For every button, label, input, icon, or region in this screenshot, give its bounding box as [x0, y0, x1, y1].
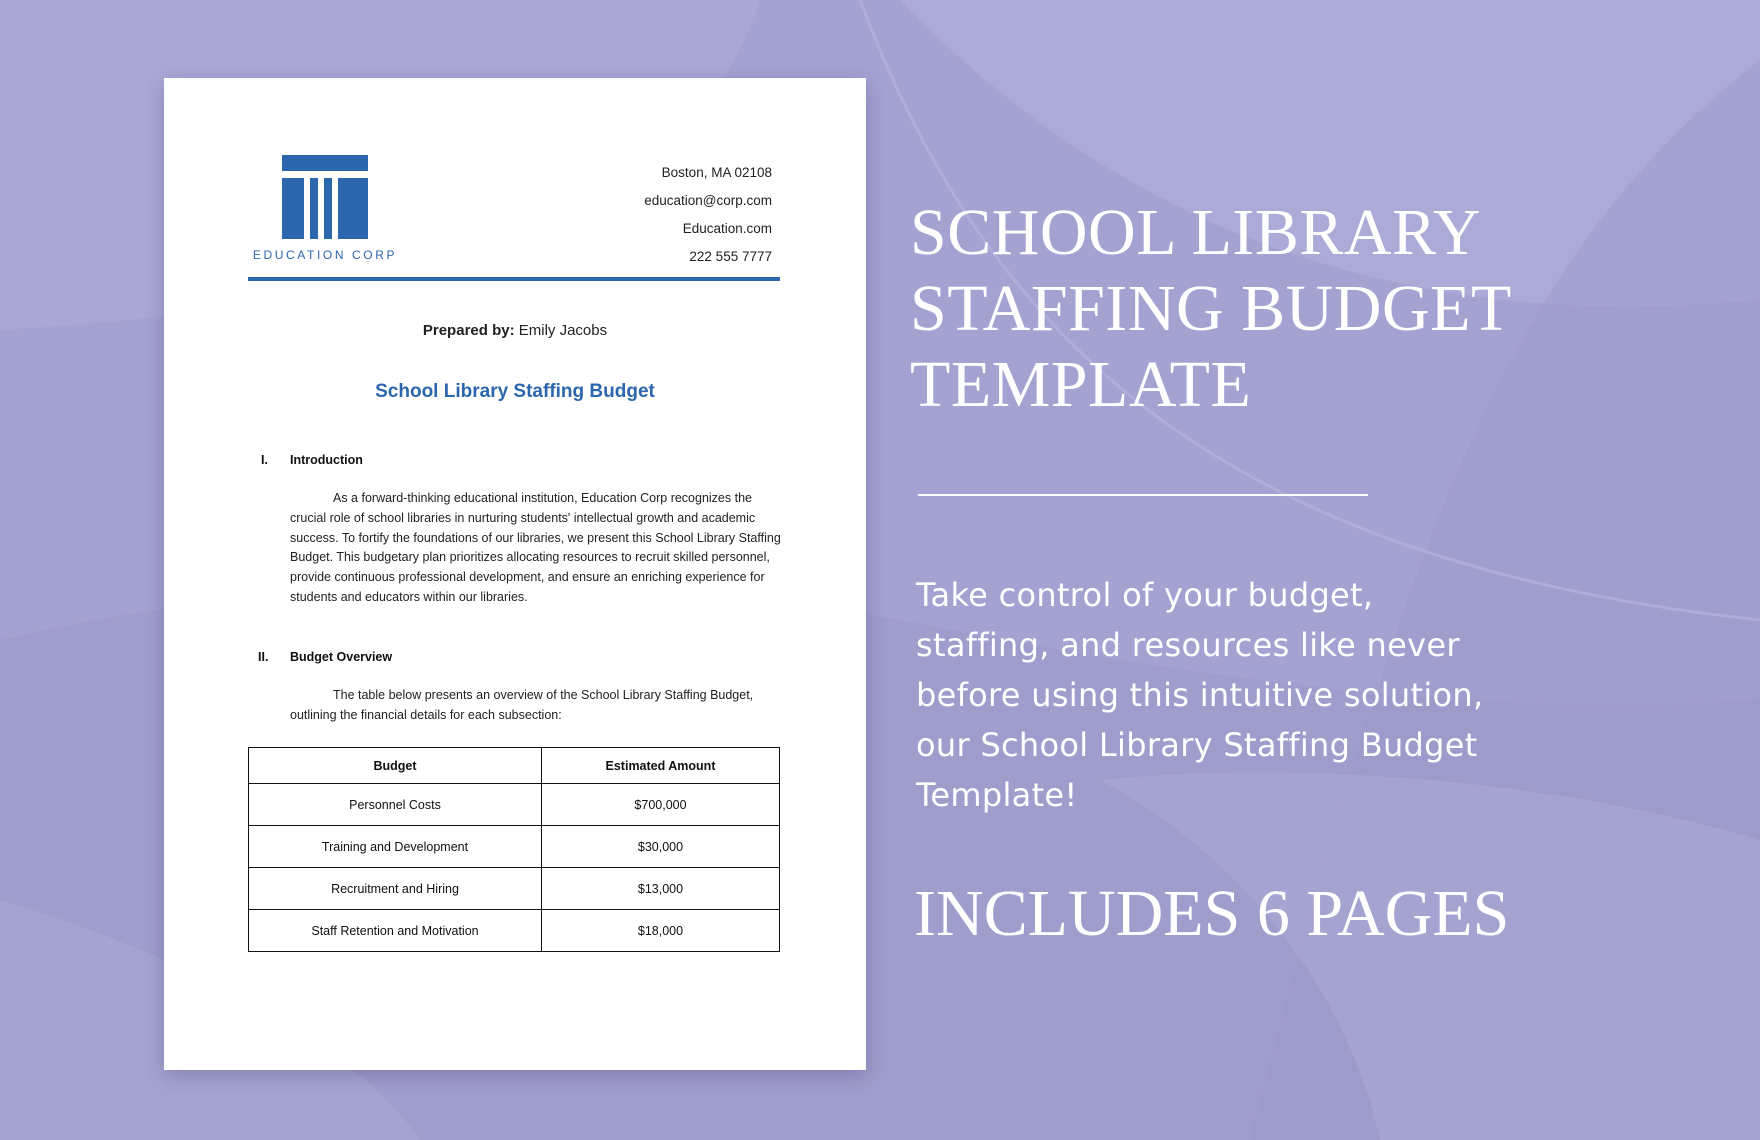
promo-pages-label: INCLUDES 6 PAGES: [914, 877, 1510, 950]
section-number: I.: [261, 453, 268, 467]
section-heading-budget-overview: Budget Overview: [290, 650, 393, 664]
contact-website: Education.com: [682, 221, 772, 236]
document-title: School Library Staffing Budget: [375, 381, 655, 402]
promo-divider: [918, 494, 1368, 496]
section-heading-introduction: Introduction: [290, 453, 363, 467]
budget-table: [248, 747, 780, 952]
table-header-row: [249, 748, 780, 784]
budget-overview-paragraph: The table below presents an overview of the School Library Staffing Budget, outlining the financial details for each subsection:: [290, 688, 754, 722]
prepared-by-label: Prepared by:: [422, 322, 515, 339]
table-header-budget: Budget: [249, 748, 542, 784]
education-corp-logo-icon: [282, 155, 368, 239]
contact-email: education@corp.com: [644, 193, 772, 208]
prepared-by-name: Emily Jacobs: [518, 322, 608, 339]
promo-title: [910, 195, 1730, 423]
table-cell-budget: Training and Development: [249, 826, 542, 868]
table-cell-budget: Staff Retention and Motivation: [249, 910, 542, 952]
promo-description: Take control of your budget, staffing, and resources like never before using this intuitive solution, our School Library Staffing Budget Template!: [916, 576, 1484, 814]
table-cell-budget: Recruitment and Hiring: [249, 868, 542, 910]
section-number: II.: [258, 650, 269, 664]
logo-text: EDUCATION CORP: [252, 248, 398, 262]
contact-block: [644, 159, 772, 271]
table-row: [249, 826, 780, 868]
introduction-paragraph: As a forward-thinking educational institution, Education Corp recognizes the crucial role of school libraries in nurturing students' intellectual growth and academic success. To fortify the foundations of our libraries, we present this School Library Staffing Budget. This budgetary plan prioritizes allocating resources to recruit skilled personnel, provide continuous professional development, and ensure an enriching experience for students and educators within our libraries.: [290, 491, 781, 604]
table-cell-amount: $13,000: [542, 868, 780, 910]
promo-title-line: TEMPLATE: [910, 348, 1252, 421]
promo-title-line: SCHOOL LIBRARY: [910, 196, 1482, 269]
header-divider: [248, 277, 780, 281]
promo-title-line: STAFFING BUDGET: [910, 272, 1512, 345]
contact-address: Boston, MA 02108: [661, 165, 772, 180]
table-cell-amount: $700,000: [542, 784, 780, 826]
table-row: [249, 910, 780, 952]
table-cell-amount: $18,000: [542, 910, 780, 952]
table-row: [249, 868, 780, 910]
table-header-estimated-amount: Estimated Amount: [542, 748, 780, 784]
prepared-by: [164, 322, 866, 339]
table-cell-amount: $30,000: [542, 826, 780, 868]
contact-phone: 222 555 7777: [689, 249, 772, 264]
table-row: [249, 784, 780, 826]
document-preview: [164, 78, 866, 1070]
table-cell-budget: Personnel Costs: [249, 784, 542, 826]
